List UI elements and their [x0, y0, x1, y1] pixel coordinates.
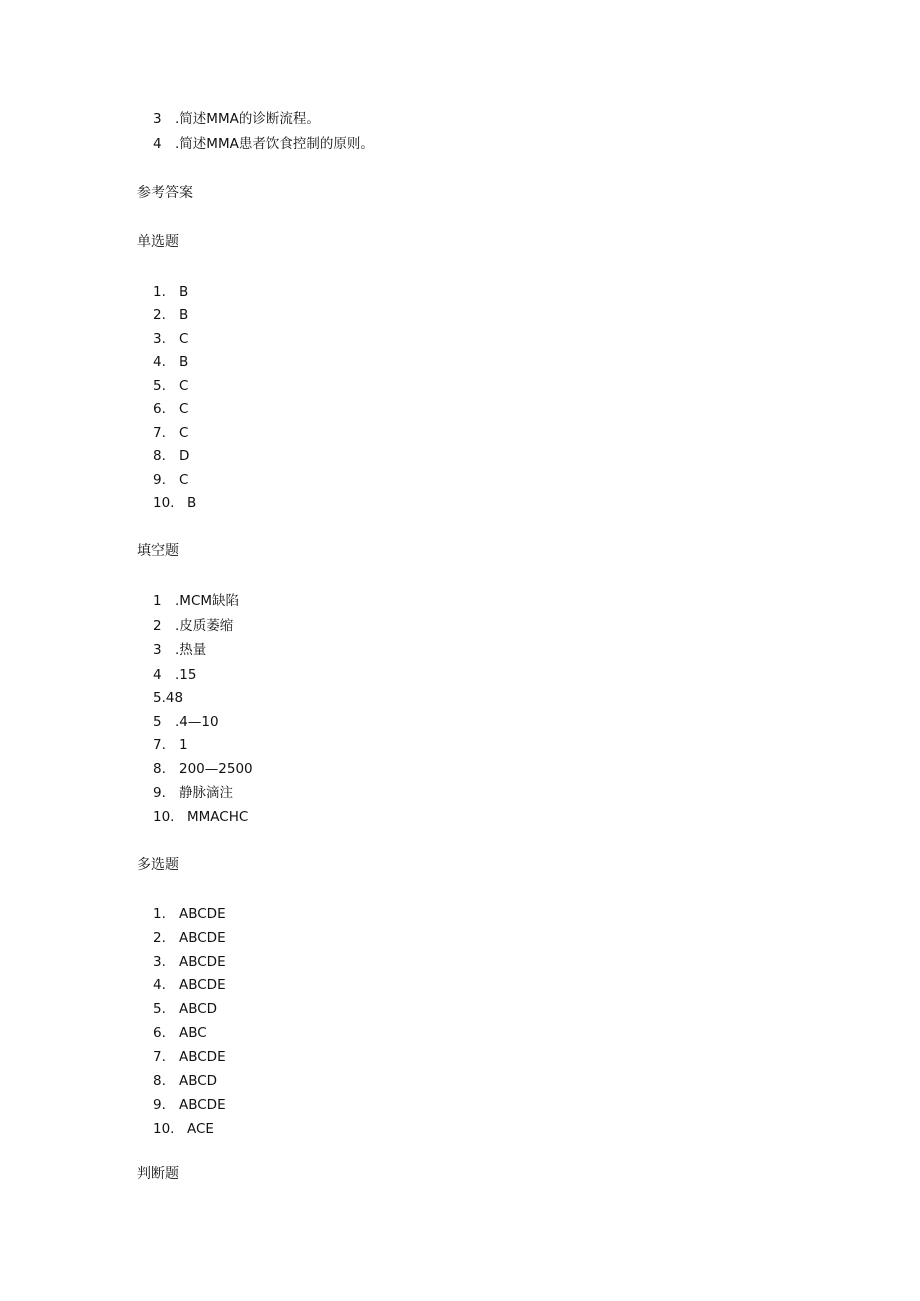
list-item: [153, 306, 188, 324]
item-answer: .MCM缺陷: [175, 593, 240, 609]
list-item: [153, 736, 188, 754]
item-number: 8.: [153, 761, 166, 777]
question-text: .简述MMA的诊断流程。: [175, 111, 320, 127]
item-answer: 1: [179, 737, 188, 753]
item-answer: C: [179, 472, 189, 488]
item-number: 3.: [153, 331, 166, 347]
item-answer: .皮质萎缩: [175, 618, 234, 634]
list-item: [153, 1024, 207, 1042]
list-item: [153, 447, 189, 465]
item-answer: C: [179, 331, 189, 347]
section-title-single: 单选题: [137, 234, 179, 250]
list-item: [153, 1120, 214, 1138]
item-answer: ABCDE: [179, 906, 226, 922]
list-item: [153, 1000, 217, 1018]
list-item: [153, 929, 226, 947]
item-number: 6.: [153, 1025, 166, 1041]
item-answer: ABCDE: [179, 954, 226, 970]
item-answer: D: [179, 448, 190, 464]
item-answer: .15: [175, 667, 197, 683]
list-item: [153, 494, 196, 512]
item-number: 1: [153, 593, 162, 609]
item-answer: ABCDE: [179, 1049, 226, 1065]
item-answer: C: [179, 401, 189, 417]
question-text: .简述MMA患者饮食控制的原则。: [175, 136, 374, 152]
question-number: 3: [153, 111, 162, 127]
item-number: 1.: [153, 284, 166, 300]
item-number: 8.: [153, 1073, 166, 1089]
list-item: [153, 592, 239, 610]
list-item: [153, 1096, 226, 1114]
list-item: [153, 784, 233, 802]
item-number: 9.: [153, 472, 166, 488]
item-answer: C: [179, 425, 189, 441]
item-number: 2.: [153, 307, 166, 323]
item-number: 6.: [153, 401, 166, 417]
list-item: [153, 905, 226, 923]
list-item: [153, 424, 188, 442]
list-item: [153, 377, 188, 395]
item-answer: 5.48: [153, 690, 184, 706]
list-item: [153, 689, 183, 707]
item-answer: .热量: [175, 642, 207, 658]
question-number: 4: [153, 136, 162, 152]
item-answer: B: [179, 284, 189, 300]
item-number: 7.: [153, 425, 166, 441]
question-item: [153, 110, 320, 128]
list-item: [153, 617, 233, 635]
item-answer: B: [179, 307, 189, 323]
item-number: 3: [153, 642, 162, 658]
item-number: 4: [153, 667, 162, 683]
item-answer: B: [187, 495, 197, 511]
item-answer: ABCD: [179, 1001, 218, 1017]
list-item: [153, 471, 188, 489]
list-item: [153, 1048, 226, 1066]
item-number: 7.: [153, 1049, 166, 1065]
section-title-judge: 判断题: [137, 1166, 179, 1182]
list-item: [153, 330, 188, 348]
item-number: 8.: [153, 448, 166, 464]
item-number: 4.: [153, 977, 166, 993]
item-number: 7.: [153, 737, 166, 753]
item-number: 1.: [153, 906, 166, 922]
item-answer: ABCDE: [179, 930, 226, 946]
list-item: [153, 666, 196, 684]
item-answer: .4—10: [175, 714, 219, 730]
item-answer: ABC: [179, 1025, 207, 1041]
list-item: [153, 976, 226, 994]
item-number: 5: [153, 714, 162, 730]
question-item: [153, 135, 374, 153]
list-item: [153, 760, 253, 778]
item-number: 3.: [153, 954, 166, 970]
item-answer: ACE: [187, 1121, 214, 1137]
answer-title: 参考答案: [137, 185, 193, 201]
item-number: 5.: [153, 1001, 166, 1017]
item-answer: ABCDE: [179, 1097, 226, 1113]
item-answer: C: [179, 378, 189, 394]
list-item: [153, 641, 206, 659]
list-item: [153, 808, 248, 826]
list-item: [153, 283, 188, 301]
item-answer: MMACHC: [187, 809, 249, 825]
item-answer: 静脉滴注: [179, 785, 233, 801]
list-item: [153, 1072, 217, 1090]
item-answer: 200—2500: [179, 761, 253, 777]
list-item: [153, 400, 188, 418]
section-title-multi: 多选题: [137, 857, 179, 873]
item-number: 10.: [153, 495, 175, 511]
item-number: 5.: [153, 378, 166, 394]
item-number: 4.: [153, 354, 166, 370]
item-answer: B: [179, 354, 189, 370]
list-item: [153, 353, 188, 371]
item-number: 9.: [153, 785, 166, 801]
item-number: 9.: [153, 1097, 166, 1113]
item-number: 10.: [153, 1121, 175, 1137]
item-number: 2.: [153, 930, 166, 946]
item-number: 10.: [153, 809, 175, 825]
list-item: [153, 713, 219, 731]
section-title-fill: 填空题: [137, 543, 179, 559]
item-answer: ABCDE: [179, 977, 226, 993]
item-number: 2: [153, 618, 162, 634]
list-item: [153, 953, 226, 971]
item-answer: ABCD: [179, 1073, 218, 1089]
